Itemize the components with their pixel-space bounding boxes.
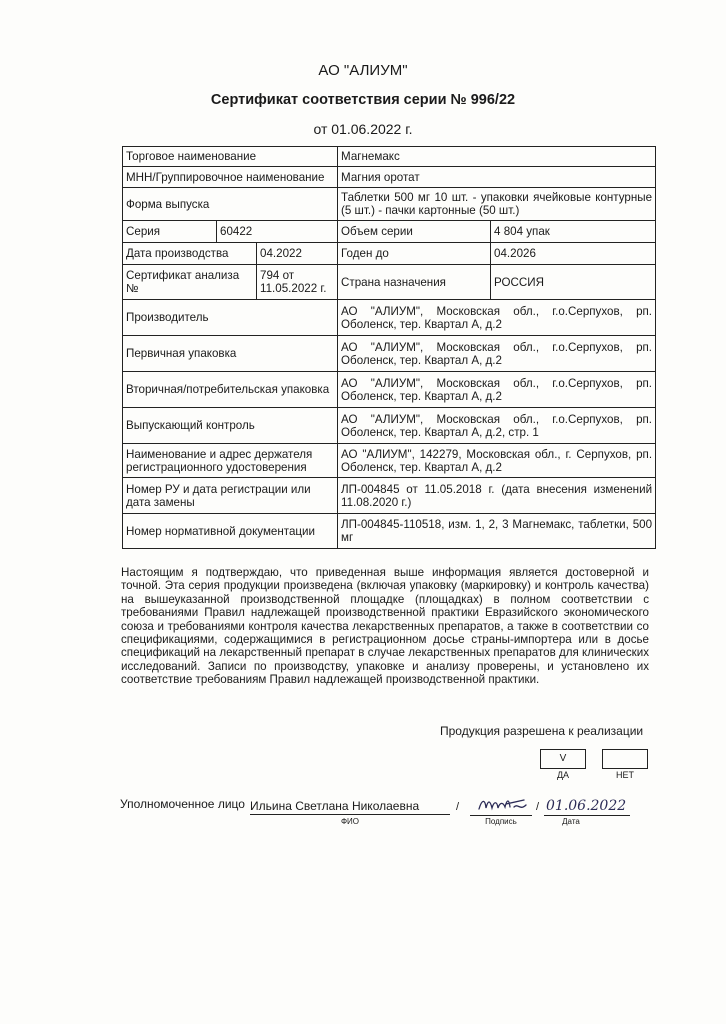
approval-label: Продукция разрешена к реализации [440, 724, 644, 738]
country-value: РОССИЯ [491, 265, 656, 300]
analysis-value: 794 от 11.05.2022 г. [257, 265, 338, 300]
prod-date-label: Дата производства [123, 243, 257, 265]
inn-label: МНН/Группировочное наименование [123, 167, 338, 188]
separator: / [456, 801, 460, 813]
table-row [123, 478, 656, 514]
manufacturer-label: Производитель [123, 300, 338, 336]
table-row [123, 300, 656, 336]
series-value: 60422 [217, 221, 338, 243]
holder-label: Наименование и адрес держателя регистрационного удостоверения [123, 444, 338, 478]
authorized-person-label: Уполномоченное лицо [120, 797, 245, 811]
nd-label: Номер нормативной документации [123, 514, 338, 549]
table-row [123, 408, 656, 444]
release-value: АО "АЛИУМ", Московская обл., г.о.Серпухов, рп. Оболенск, тер. Квартал А, д.2, стр. 1 [338, 408, 656, 444]
prod-date-value: 04.2022 [257, 243, 338, 265]
table-row [123, 167, 656, 188]
certificate-table [122, 146, 656, 549]
primary-pack-label: Первичная упаковка [123, 336, 338, 372]
table-row [123, 243, 656, 265]
volume-value: 4 804 упак [491, 221, 656, 243]
inn-value: Магния оротат [338, 167, 656, 188]
series-label: Серия [123, 221, 217, 243]
table-row [123, 336, 656, 372]
ru-value: ЛП-004845 от 11.05.2018 г. (дата внесения изменений 11.08.2020 г.) [338, 478, 656, 514]
approval-no-box [602, 749, 648, 769]
primary-pack-value: АО "АЛИУМ", Московская обл., г.о.Серпухов, рп. Оболенск, тер. Квартал А, д.2 [338, 336, 656, 372]
trade-name-value: Магнемакс [338, 147, 656, 167]
table-row [123, 147, 656, 167]
approval-yes-box: V [540, 749, 586, 769]
separator: / [536, 801, 540, 813]
volume-label: Объем серии [338, 221, 491, 243]
table-row [123, 188, 656, 221]
form-value: Таблетки 500 мг 10 шт. - упаковки ячейковые контурные (5 шт.) - пачки картонные (50 шт.) [338, 188, 656, 221]
ru-label: Номер РУ и дата регистрации или дата замены [123, 478, 338, 514]
certificate-date: от 01.06.2022 г. [313, 121, 413, 137]
secondary-pack-label: Вторичная/потребительская упаковка [123, 372, 338, 408]
holder-value: АО "АЛИУМ", 142279, Московская обл., г. Серпухов, рп. Оболенск, тер. Квартал А, д.2 [338, 444, 656, 478]
company-name: АО "АЛИУМ" [318, 62, 408, 79]
fio-caption: ФИО [340, 817, 360, 826]
table-row [123, 265, 656, 300]
form-label: Форма выпуска [123, 188, 338, 221]
expiry-label: Годен до [338, 243, 491, 265]
date-line [544, 815, 630, 816]
expiry-value: 04.2026 [491, 243, 656, 265]
secondary-pack-value: АО "АЛИУМ", Московская обл., г.о.Серпухов, рп. Оболенск, тер. Квартал А, д.2 [338, 372, 656, 408]
signature-date: 01.06.2022 [546, 798, 627, 814]
approval-yes-label: ДА [556, 770, 570, 780]
analysis-label: Сертификат анализа № [123, 265, 257, 300]
signature-caption: Подпись [485, 817, 517, 826]
nd-value: ЛП-004845-110518, изм. 1, 2, 3 Магнемакс, таблетки, 500 мг [338, 514, 656, 549]
approval-no-label: НЕТ [616, 770, 634, 780]
trade-name-label: Торговое наименование [123, 147, 338, 167]
certificate-title: Сертификат соответствия серии № 996/22 [210, 92, 516, 108]
release-label: Выпускающий контроль [123, 408, 338, 444]
country-label: Страна назначения [338, 265, 491, 300]
table-row [123, 221, 656, 243]
date-caption: Дата [562, 817, 580, 826]
table-row [123, 514, 656, 549]
table-row [123, 444, 656, 478]
authorized-person-name: Ильина Светлана Николаевна [250, 799, 450, 815]
signature-line [470, 815, 532, 816]
declaration-text: Настоящим я подтверждаю, что приведенная выше информация является достоверной и точной. Эта серия продукции произведена (включая упаковку (маркировку) и контроль качества) на вышеуказанной производственной площадке (площадках) в полном соответствии с требованиями Правил надлежащей производственной практики Евразийского экономического союза и требованиями контроля качества лекарственных препаратов, а также в соответствии со спецификациями, содержащимися в регистрационном досье страны-импортера или в досье спецификаций на лекарственный препарат в случае лекарственных препаратов для клинических исследований. Записи по производству, упаковке и анализу проверены, и установлено их соответствие требованиям Правил надлежащей производственной практики. [121, 566, 649, 687]
handwritten-signature [476, 795, 532, 815]
table-row [123, 372, 656, 408]
manufacturer-value: АО "АЛИУМ", Московская обл., г.о.Серпухов, рп. Оболенск, тер. Квартал А, д.2 [338, 300, 656, 336]
